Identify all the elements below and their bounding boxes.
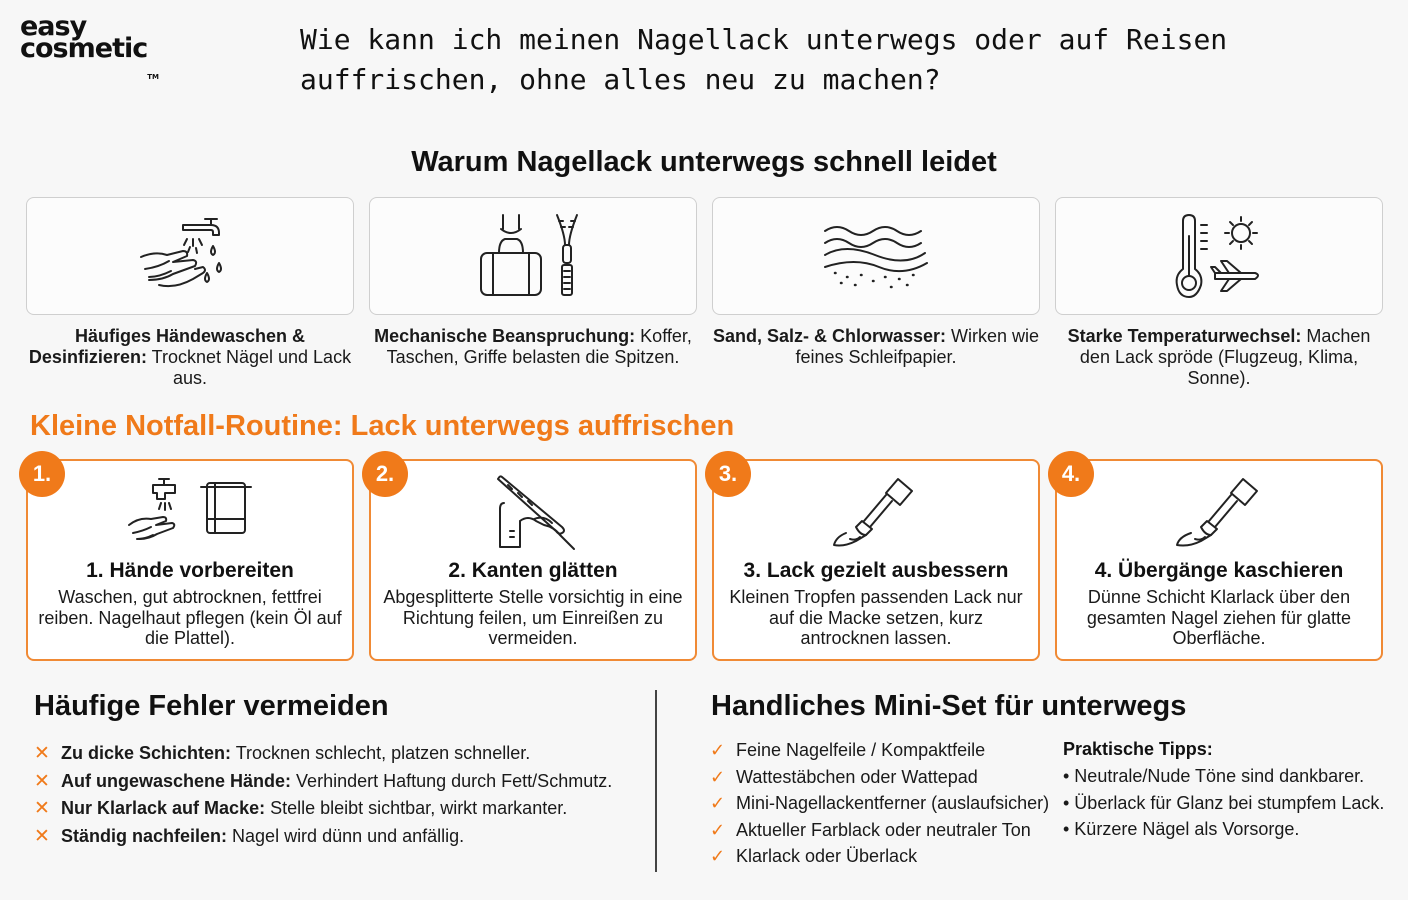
section-divider <box>655 690 657 872</box>
why-text-mechanical: Mechanische Beanspruchung: Koffer, Taschen, Griffe belasten die Spitzen. <box>374 326 692 367</box>
step-number-badge-3: 3. <box>705 451 751 497</box>
why-card-sand-salt <box>712 197 1040 315</box>
why-card-handwashing <box>26 197 354 315</box>
step-card-1 <box>26 459 354 661</box>
x-mark-icon: ✕ <box>34 798 50 819</box>
kit-section-title: Handliches Mini-Set für unterwegs <box>711 690 1187 722</box>
check-icon: ✓ <box>710 740 726 760</box>
polish-brush-icon <box>826 473 926 555</box>
why-card-mechanical <box>369 197 697 315</box>
why-text-sand-salt: Sand, Salz- & Chlorwasser: Wirken wie feines Schleifpapier. <box>712 326 1040 367</box>
thermometer-sun-plane-icon <box>1169 211 1269 301</box>
list-item: ✕ Auf ungewaschene Hände: Verhindert Haftung durch Fett/Schmutz. <box>34 768 612 796</box>
list-item: • Kürzere Nägel als Vorsorge. <box>1063 819 1300 839</box>
step-number-badge-1: 1. <box>19 451 65 497</box>
check-icon: ✓ <box>710 846 726 866</box>
sand-waves-icon <box>821 221 931 291</box>
step-number-badge-4: 4. <box>1048 451 1094 497</box>
list-item: • Überlack für Glanz bei stumpfem Lack. <box>1063 792 1385 813</box>
list-item: ✕ Zu dicke Schichten: Trocknen schlecht, platzen schneller. <box>34 740 612 768</box>
list-item: ✓ Mini-Nagellackentferner (auslaufsicher) <box>710 790 1049 817</box>
faucet-towel-icon <box>125 473 255 553</box>
why-text-handwashing: Häufiges Händewaschen & Desinfizieren: Trocknet Nägel und Lack aus. <box>28 326 352 388</box>
x-mark-icon: ✕ <box>34 770 50 792</box>
step-body-3: Kleinen Tropfen passenden Lack nur auf die Macke setzen, kurz antrocknen lassen. <box>729 587 1023 648</box>
step-body-2: Abgesplitterte Stelle vorsichtig in eine Richtung feilen, um Einreißen zu vermeiden. <box>383 587 683 648</box>
check-icon: ✓ <box>710 766 726 787</box>
why-section-title: Warum Nagellack unterwegs schnell leidet <box>411 146 997 178</box>
list-item: ✓ Klarlack oder Überlack <box>710 843 1049 870</box>
nail-file-icon <box>478 473 588 555</box>
why-card-temperature <box>1055 197 1383 315</box>
luggage-zipper-icon <box>473 211 593 301</box>
step-title-1: 1. Hände vorbereiten <box>86 559 294 582</box>
hand-washing-icon <box>135 211 245 301</box>
step-title-2: 2. Kanten glätten <box>448 559 618 582</box>
list-item: ✓ Feine Nagelfeile / Kompaktfeile <box>710 737 1049 764</box>
mistakes-section-title: Häufige Fehler vermeiden <box>34 690 389 722</box>
check-icon: ✓ <box>710 793 726 813</box>
list-item: ✕ Ständig nachfeilen: Nagel wird dünn und anfällig. <box>34 823 612 851</box>
check-icon: ✓ <box>710 819 726 840</box>
step-body-1: Waschen, gut abtrocknen, fettfrei reiben. Nagelhaut pflegen (kein Öl auf die Plattel). <box>38 587 342 648</box>
step-number-badge-2: 2. <box>362 451 408 497</box>
topcoat-brush-icon <box>1169 473 1269 555</box>
list-item: ✓ Aktueller Farblack oder neutraler Ton <box>710 817 1049 844</box>
page-question-title: Wie kann ich meinen Nagellack unterwegs oder auf Reisen auffrischen, ohne alles neu zu machen? <box>300 23 1228 96</box>
step-card-4 <box>1055 459 1383 661</box>
step-card-3 <box>712 459 1040 661</box>
kit-list <box>710 737 1049 870</box>
step-body-4: Dünne Schicht Klarlack über den gesamten Nagel ziehen für glatte Oberfläche. <box>1086 587 1352 648</box>
x-mark-icon: ✕ <box>34 825 50 847</box>
step-title-3: 3. Lack gezielt ausbessern <box>743 559 1009 582</box>
tips-title: Praktische Tipps: <box>1063 739 1213 759</box>
list-item: ✕ Nur Klarlack auf Macke: Stelle bleibt sichtbar, wirkt markanter. <box>34 795 612 823</box>
step-title-4: 4. Übergänge kaschieren <box>1094 559 1344 582</box>
mistakes-list <box>34 740 612 850</box>
tips-list <box>1063 763 1384 843</box>
brand-logo: easy cosmeticTM <box>20 11 159 81</box>
list-item: ✓ Wattestäbchen oder Wattepad <box>710 764 1049 791</box>
routine-section-title: Kleine Notfall-Routine: Lack unterwegs auffrischen <box>30 410 735 442</box>
list-item: • Neutrale/Nude Töne sind dankbarer. <box>1063 766 1365 786</box>
step-card-2 <box>369 459 697 661</box>
why-text-temperature: Starke Temperaturwechsel: Machen den Lack spröde (Flugzeug, Klima, Sonne). <box>1067 326 1371 388</box>
x-mark-icon: ✕ <box>34 743 50 764</box>
